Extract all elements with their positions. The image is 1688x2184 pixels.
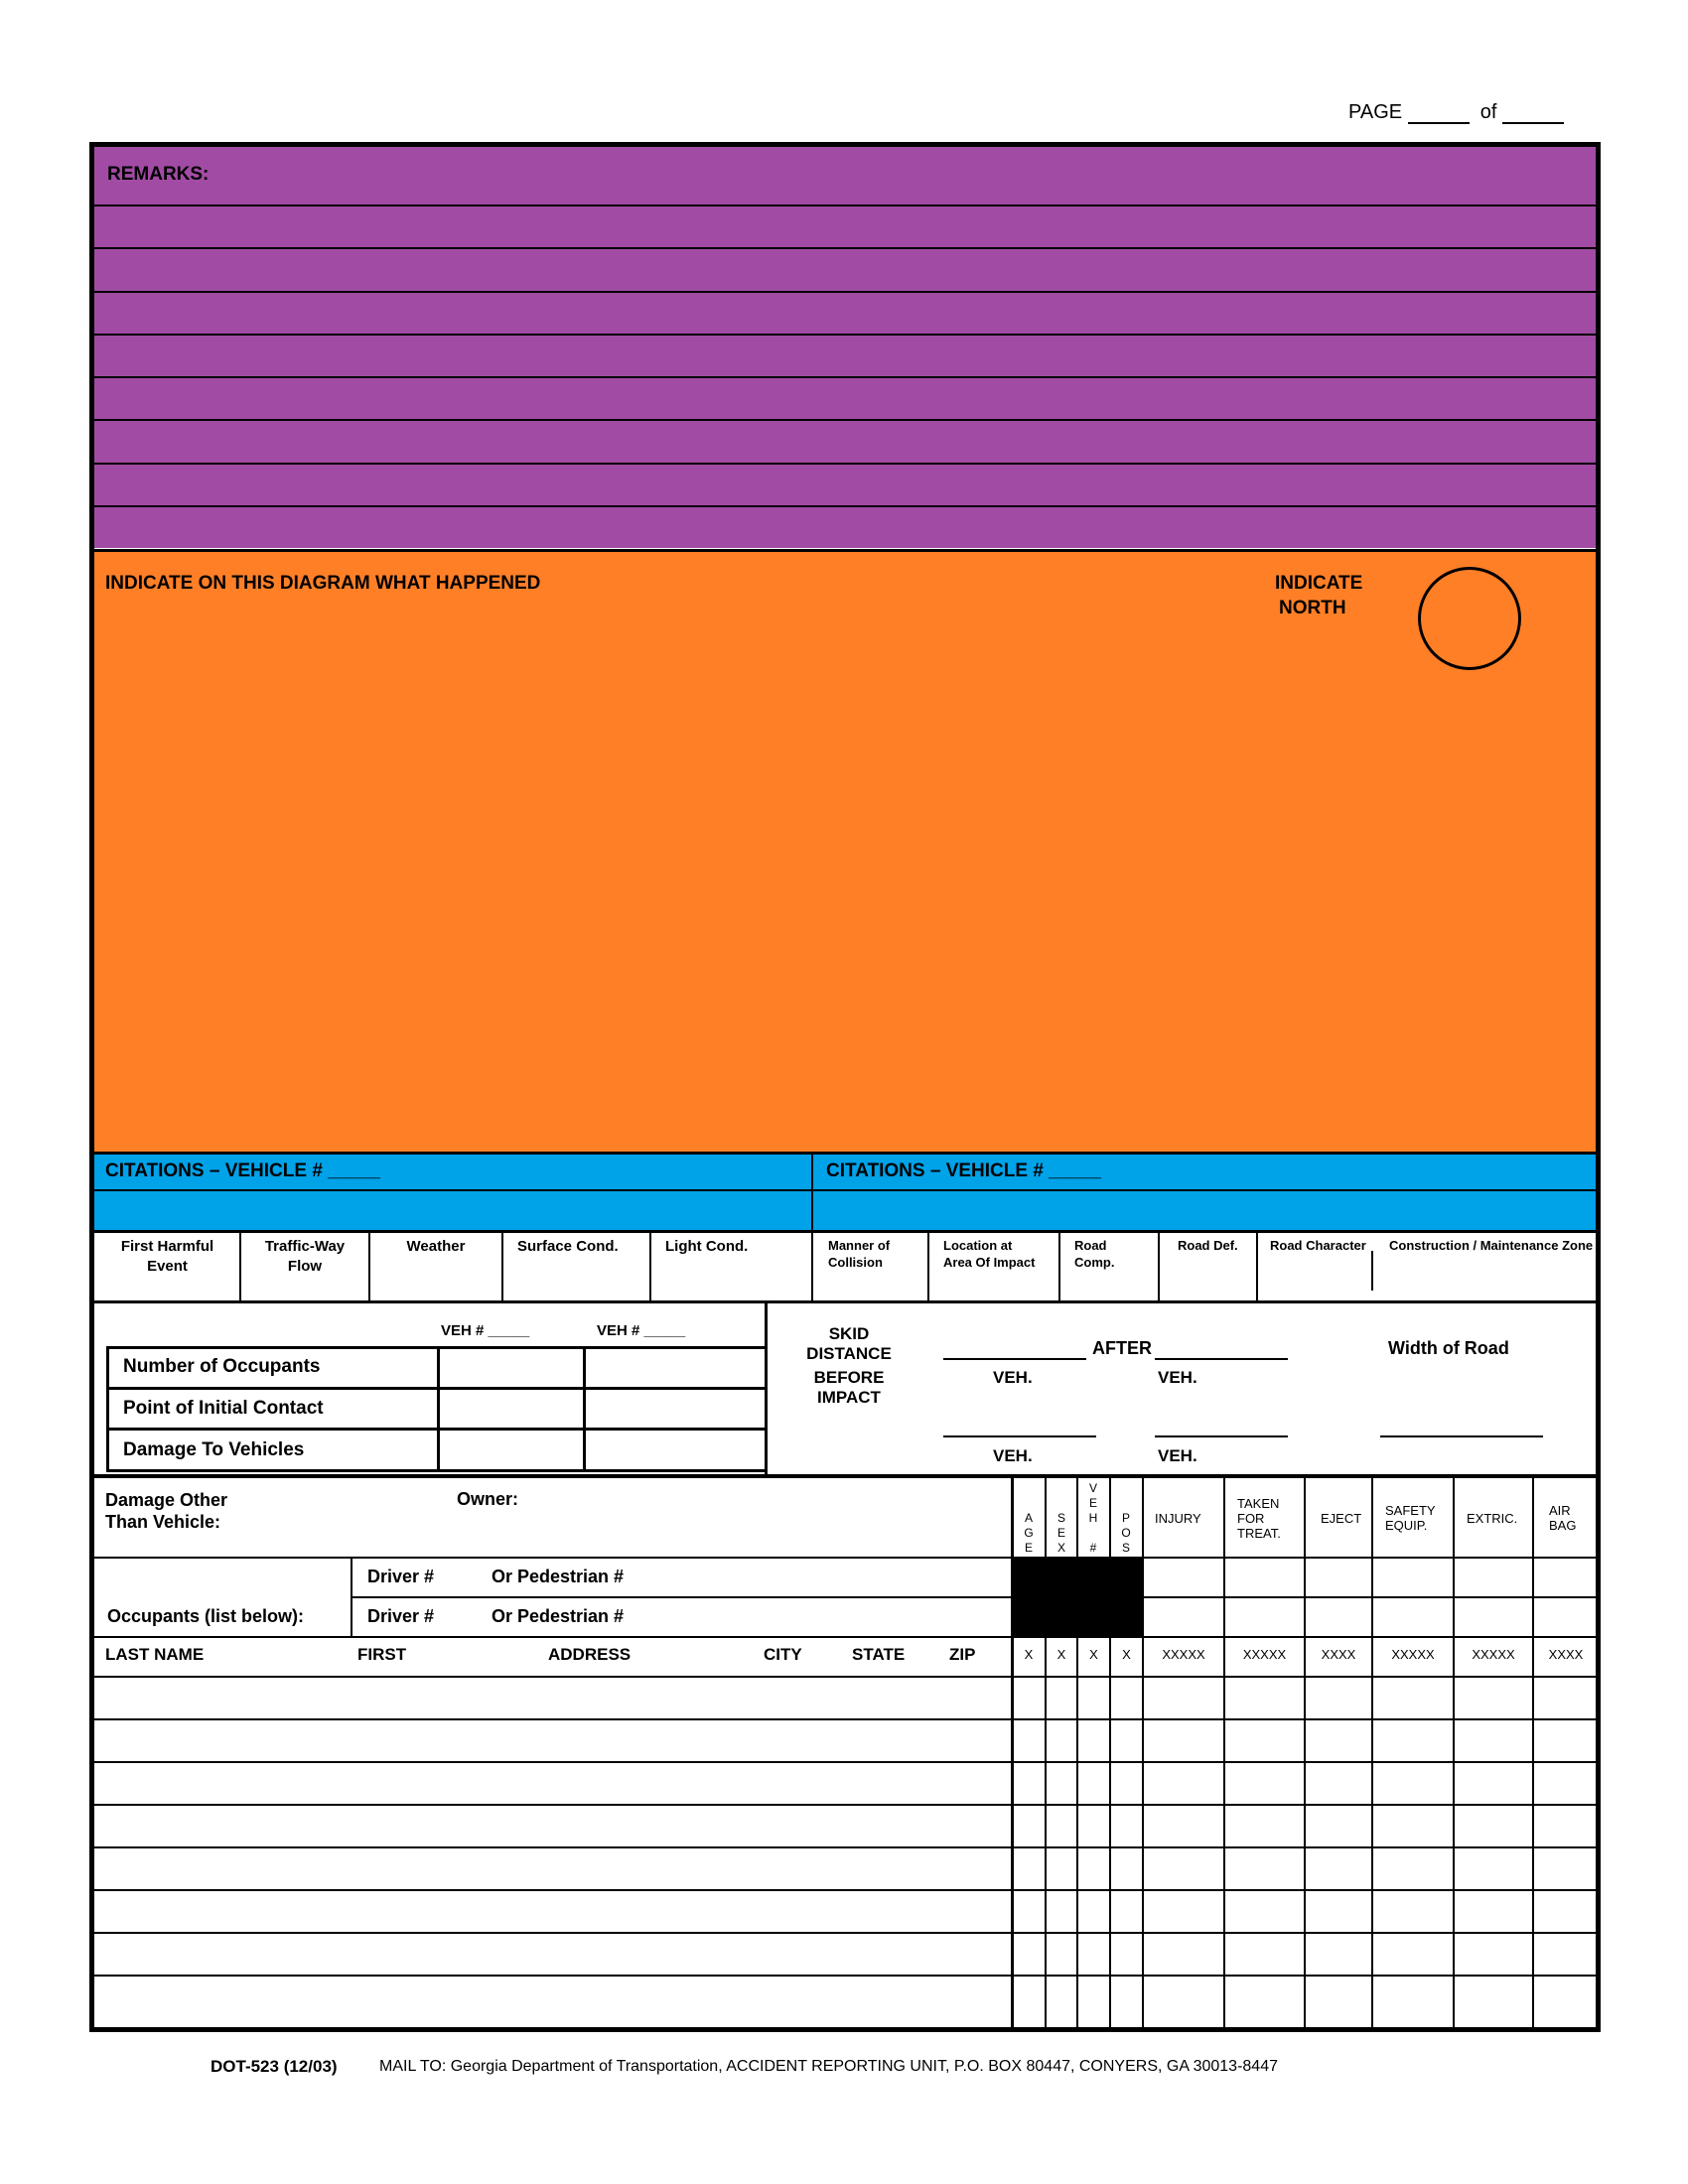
north-label-line2: NORTH (1279, 598, 1346, 618)
condition-first-harmful-event[interactable]: First Harmful Event (120, 1238, 214, 1275)
form-number: DOT-523 (12/03) (211, 2057, 338, 2076)
north-label-line1: INDICATE (1275, 573, 1363, 594)
skid-after-label: AFTER (1092, 1338, 1152, 1358)
condition-light[interactable]: Light Cond. (665, 1238, 749, 1255)
header-code: XXXXX (1242, 1647, 1287, 1662)
condition-location-of-impact[interactable]: Location at Area Of Impact (943, 1238, 1036, 1270)
col-safety-equip: SAFETY EQUIP. (1385, 1503, 1436, 1533)
header-code: XXXX (1548, 1647, 1584, 1662)
header-code: XXXXX (1391, 1647, 1435, 1662)
owner-label: Owner: (457, 1489, 519, 1509)
col-veh: V E H # (1088, 1481, 1098, 1555)
page-label: PAGE (1348, 101, 1403, 123)
col-taken-for-treat: TAKEN FOR TREAT. (1237, 1496, 1281, 1541)
row-damage-to-vehicles: Damage To Vehicles (123, 1439, 305, 1460)
citations-left-label: CITATIONS – VEHICLE # _____ (105, 1160, 380, 1181)
header-code: XXXXX (1472, 1647, 1515, 1662)
condition-traffic-way-flow[interactable]: Traffic-Way Flow (264, 1238, 346, 1275)
skid-distance-label: SKID DISTANCE (806, 1324, 892, 1363)
condition-manner-of-collision[interactable]: Manner of Collision (828, 1238, 891, 1270)
col-sex: S E X (1056, 1511, 1065, 1555)
col-injury: INJURY (1155, 1511, 1201, 1526)
header-code: X (1056, 1647, 1066, 1662)
diagram-label: INDICATE ON THIS DIAGRAM WHAT HAPPENED (105, 573, 541, 594)
page-of-label: of (1479, 101, 1497, 123)
pedestrian-label[interactable]: Or Pedestrian # (492, 1567, 625, 1586)
remarks-label: REMARKS: (107, 164, 210, 185)
header-code: XXXX (1321, 1647, 1356, 1662)
citations-right-label: CITATIONS – VEHICLE # _____ (826, 1160, 1101, 1181)
veh-label: VEH. (993, 1446, 1033, 1465)
pedestrian-label[interactable]: Or Pedestrian # (492, 1606, 625, 1626)
header-address: ADDRESS (548, 1645, 632, 1664)
veh-label: VEH. (993, 1368, 1033, 1387)
header-code: X (1122, 1647, 1131, 1662)
width-of-road-label: Width of Road (1388, 1338, 1509, 1358)
veh-label: VEH. (1158, 1368, 1197, 1387)
condition-construction-zone[interactable]: Construction / Maintenance Zone (1389, 1238, 1594, 1253)
row-number-of-occupants: Number of Occupants (123, 1356, 321, 1377)
condition-weather[interactable]: Weather (406, 1238, 466, 1255)
col-pos: P O S (1121, 1511, 1131, 1555)
condition-surface[interactable]: Surface Cond. (517, 1238, 619, 1255)
page-number-input[interactable] (1408, 105, 1470, 124)
condition-road-character[interactable]: Road Character (1270, 1238, 1366, 1253)
condition-road-comp[interactable]: Road Comp. (1074, 1238, 1115, 1270)
damage-other-label: Damage Other Than Vehicle: (105, 1490, 228, 1532)
occupants-label: Occupants (list below): (107, 1606, 305, 1626)
row-point-of-initial-contact: Point of Initial Contact (123, 1398, 324, 1419)
header-zip: ZIP (949, 1645, 976, 1664)
skid-before-impact-label: BEFORE IMPACT (813, 1368, 885, 1407)
header-state: STATE (852, 1645, 906, 1664)
veh-b-label: VEH # _____ (597, 1322, 686, 1339)
header-code: XXXXX (1162, 1647, 1205, 1662)
veh-a-label: VEH # _____ (441, 1322, 530, 1339)
col-air-bag: AIR BAG (1549, 1503, 1577, 1533)
condition-road-def[interactable]: Road Def. (1178, 1238, 1238, 1253)
header-first: FIRST (357, 1645, 407, 1664)
driver-label[interactable]: Driver # (367, 1606, 435, 1626)
header-code: X (1024, 1647, 1034, 1662)
form-frame (89, 142, 1601, 2032)
col-age: A G E (1024, 1511, 1034, 1555)
page-number (1348, 101, 1564, 124)
header-code: X (1089, 1647, 1098, 1662)
col-extric: EXTRIC. (1467, 1511, 1518, 1526)
page-total-input[interactable] (1502, 105, 1564, 124)
veh-label: VEH. (1158, 1446, 1197, 1465)
col-eject: EJECT (1321, 1511, 1362, 1526)
header-city: CITY (764, 1645, 802, 1664)
header-last-name: LAST NAME (105, 1645, 205, 1664)
mail-to-address: MAIL TO: Georgia Department of Transportation, ACCIDENT REPORTING UNIT, P.O. BOX 80447, CONYERS, GA 30013-8447 (379, 2058, 1278, 2075)
driver-label[interactable]: Driver # (367, 1567, 435, 1586)
